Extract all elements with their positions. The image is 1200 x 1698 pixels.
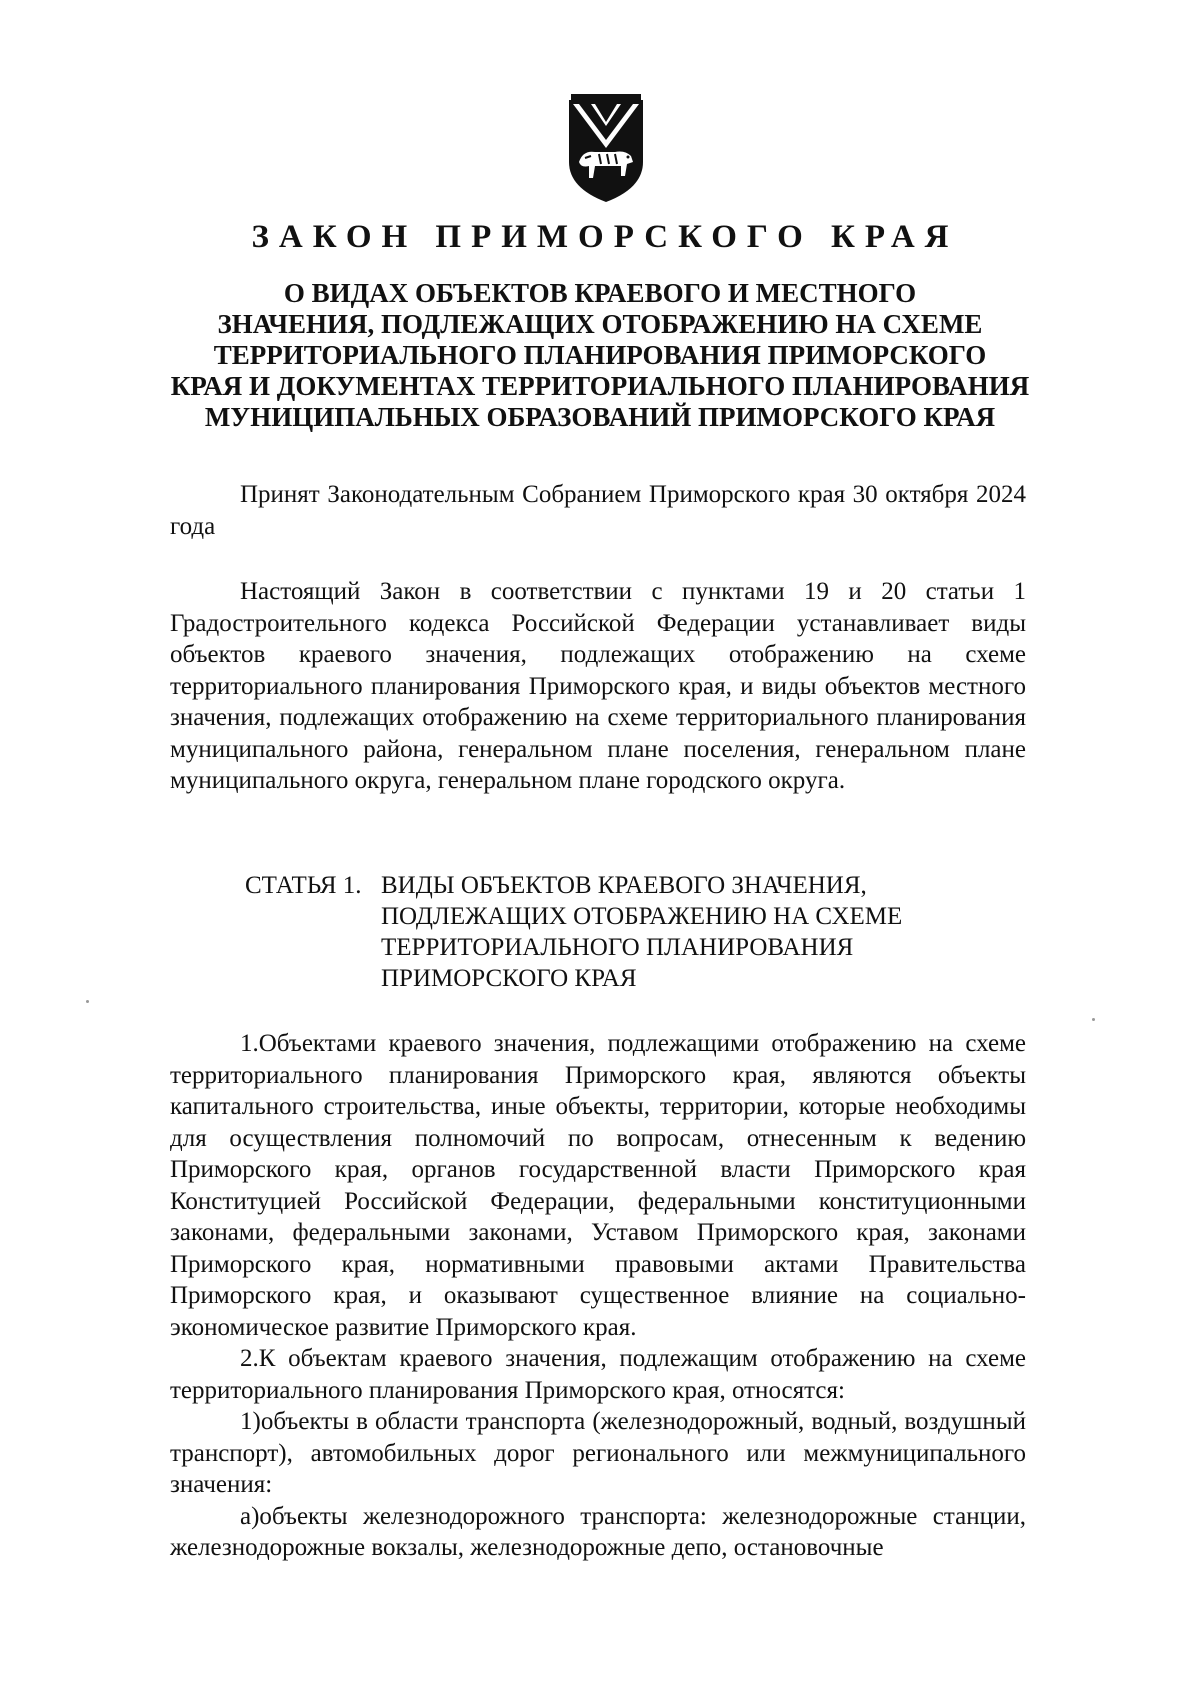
article-title-line: ТЕРРИТОРИАЛЬНОГО ПЛАНИРОВАНИЯ — [381, 934, 854, 961]
law-title — [160, 278, 1040, 433]
article-1-heading — [245, 870, 902, 994]
law-title-line: ЗНАЧЕНИЯ, ПОДЛЕЖАЩИХ ОТОБРАЖЕНИЮ НА СХЕМЕ — [217, 309, 983, 339]
article-paragraph: 1.Объектами краевого значения, подлежащими отображению на схеме территориального планирования Приморского края, являются объекты капитального строительства, иные объекты, территории, которые необходимы для осуществления полномочий по вопросам, отнесенным к ведению Приморского края, органов государственной власти Приморского края Конституцией Российской Федерации, федеральными конституционными законами, федеральными законами, Уставом Приморского края, законами Приморского края, нормативными правовыми актами Правительства Приморского края, и оказывают существенное влияние на социально-экономическое развитие Приморского края. — [170, 1030, 1026, 1341]
law-title-line: О ВИДАХ ОБЪЕКТОВ КРАЕВОГО И МЕСТНОГО — [283, 278, 917, 308]
article-heading-line — [245, 870, 902, 901]
article-paragraph: 1)объекты в области транспорта (железнодорожный, водный, воздушный транспорт), автомобильных дорог регионального или межмуниципального значения: — [170, 1408, 1026, 1498]
article-title-line: ПОДЛЕЖАЩИХ ОТОБРАЖЕНИЮ НА СХЕМЕ — [381, 903, 903, 930]
article-1-body — [170, 1028, 1026, 1564]
article-title-line: ПРИМОРСКОГО КРАЯ — [381, 965, 637, 992]
scan-speck — [1092, 1018, 1095, 1021]
adoption-paragraph: Принят Законодательным Собранием Приморского края 30 октября 2024 года — [170, 481, 1026, 540]
primorsky-krai-coat-of-arms-icon — [565, 92, 647, 204]
law-heading: ЗАКОН ПРИМОРСКОГО КРАЯ — [251, 219, 959, 255]
article-title-line: ВИДЫ ОБЪЕКТОВ КРАЕВОГО ЗНАЧЕНИЯ, — [381, 872, 867, 899]
article-number: СТАТЬЯ 1. — [245, 872, 362, 899]
article-paragraph: 2.К объектам краевого значения, подлежащим отображению на схеме территориального планирования Приморского края, относятся: — [170, 1345, 1026, 1404]
preamble — [170, 576, 1026, 797]
law-title-line: КРАЯ И ДОКУМЕНТАХ ТЕРРИТОРИАЛЬНОГО ПЛАНИРОВАНИЯ — [170, 371, 1030, 401]
law-title-line: МУНИЦИПАЛЬНЫХ ОБРАЗОВАНИЙ ПРИМОРСКОГО КРАЯ — [204, 402, 996, 432]
article-paragraph: а)объекты железнодорожного транспорта: железнодорожные станции, железнодорожные вокзалы, железнодорожные депо, остановочные — [170, 1502, 1026, 1561]
adoption-note — [170, 479, 1026, 542]
law-title-line: ТЕРРИТОРИАЛЬНОГО ПЛАНИРОВАНИЯ ПРИМОРСКОГО — [213, 340, 987, 370]
preamble-paragraph: Настоящий Закон в соответствии с пунктами 19 и 20 статьи 1 Градостроительного кодекса Российской Федерации устанавливает виды объектов краевого значения, подлежащих отображению на схеме территориального планирования Приморского края, и виды объектов местного значения, подлежащих отображению на схеме территориального планирования муниципального района, генеральном плане поселения, генеральном плане муниципального округа, генеральном плане городского округа. — [170, 578, 1026, 794]
scan-speck — [86, 1000, 89, 1003]
